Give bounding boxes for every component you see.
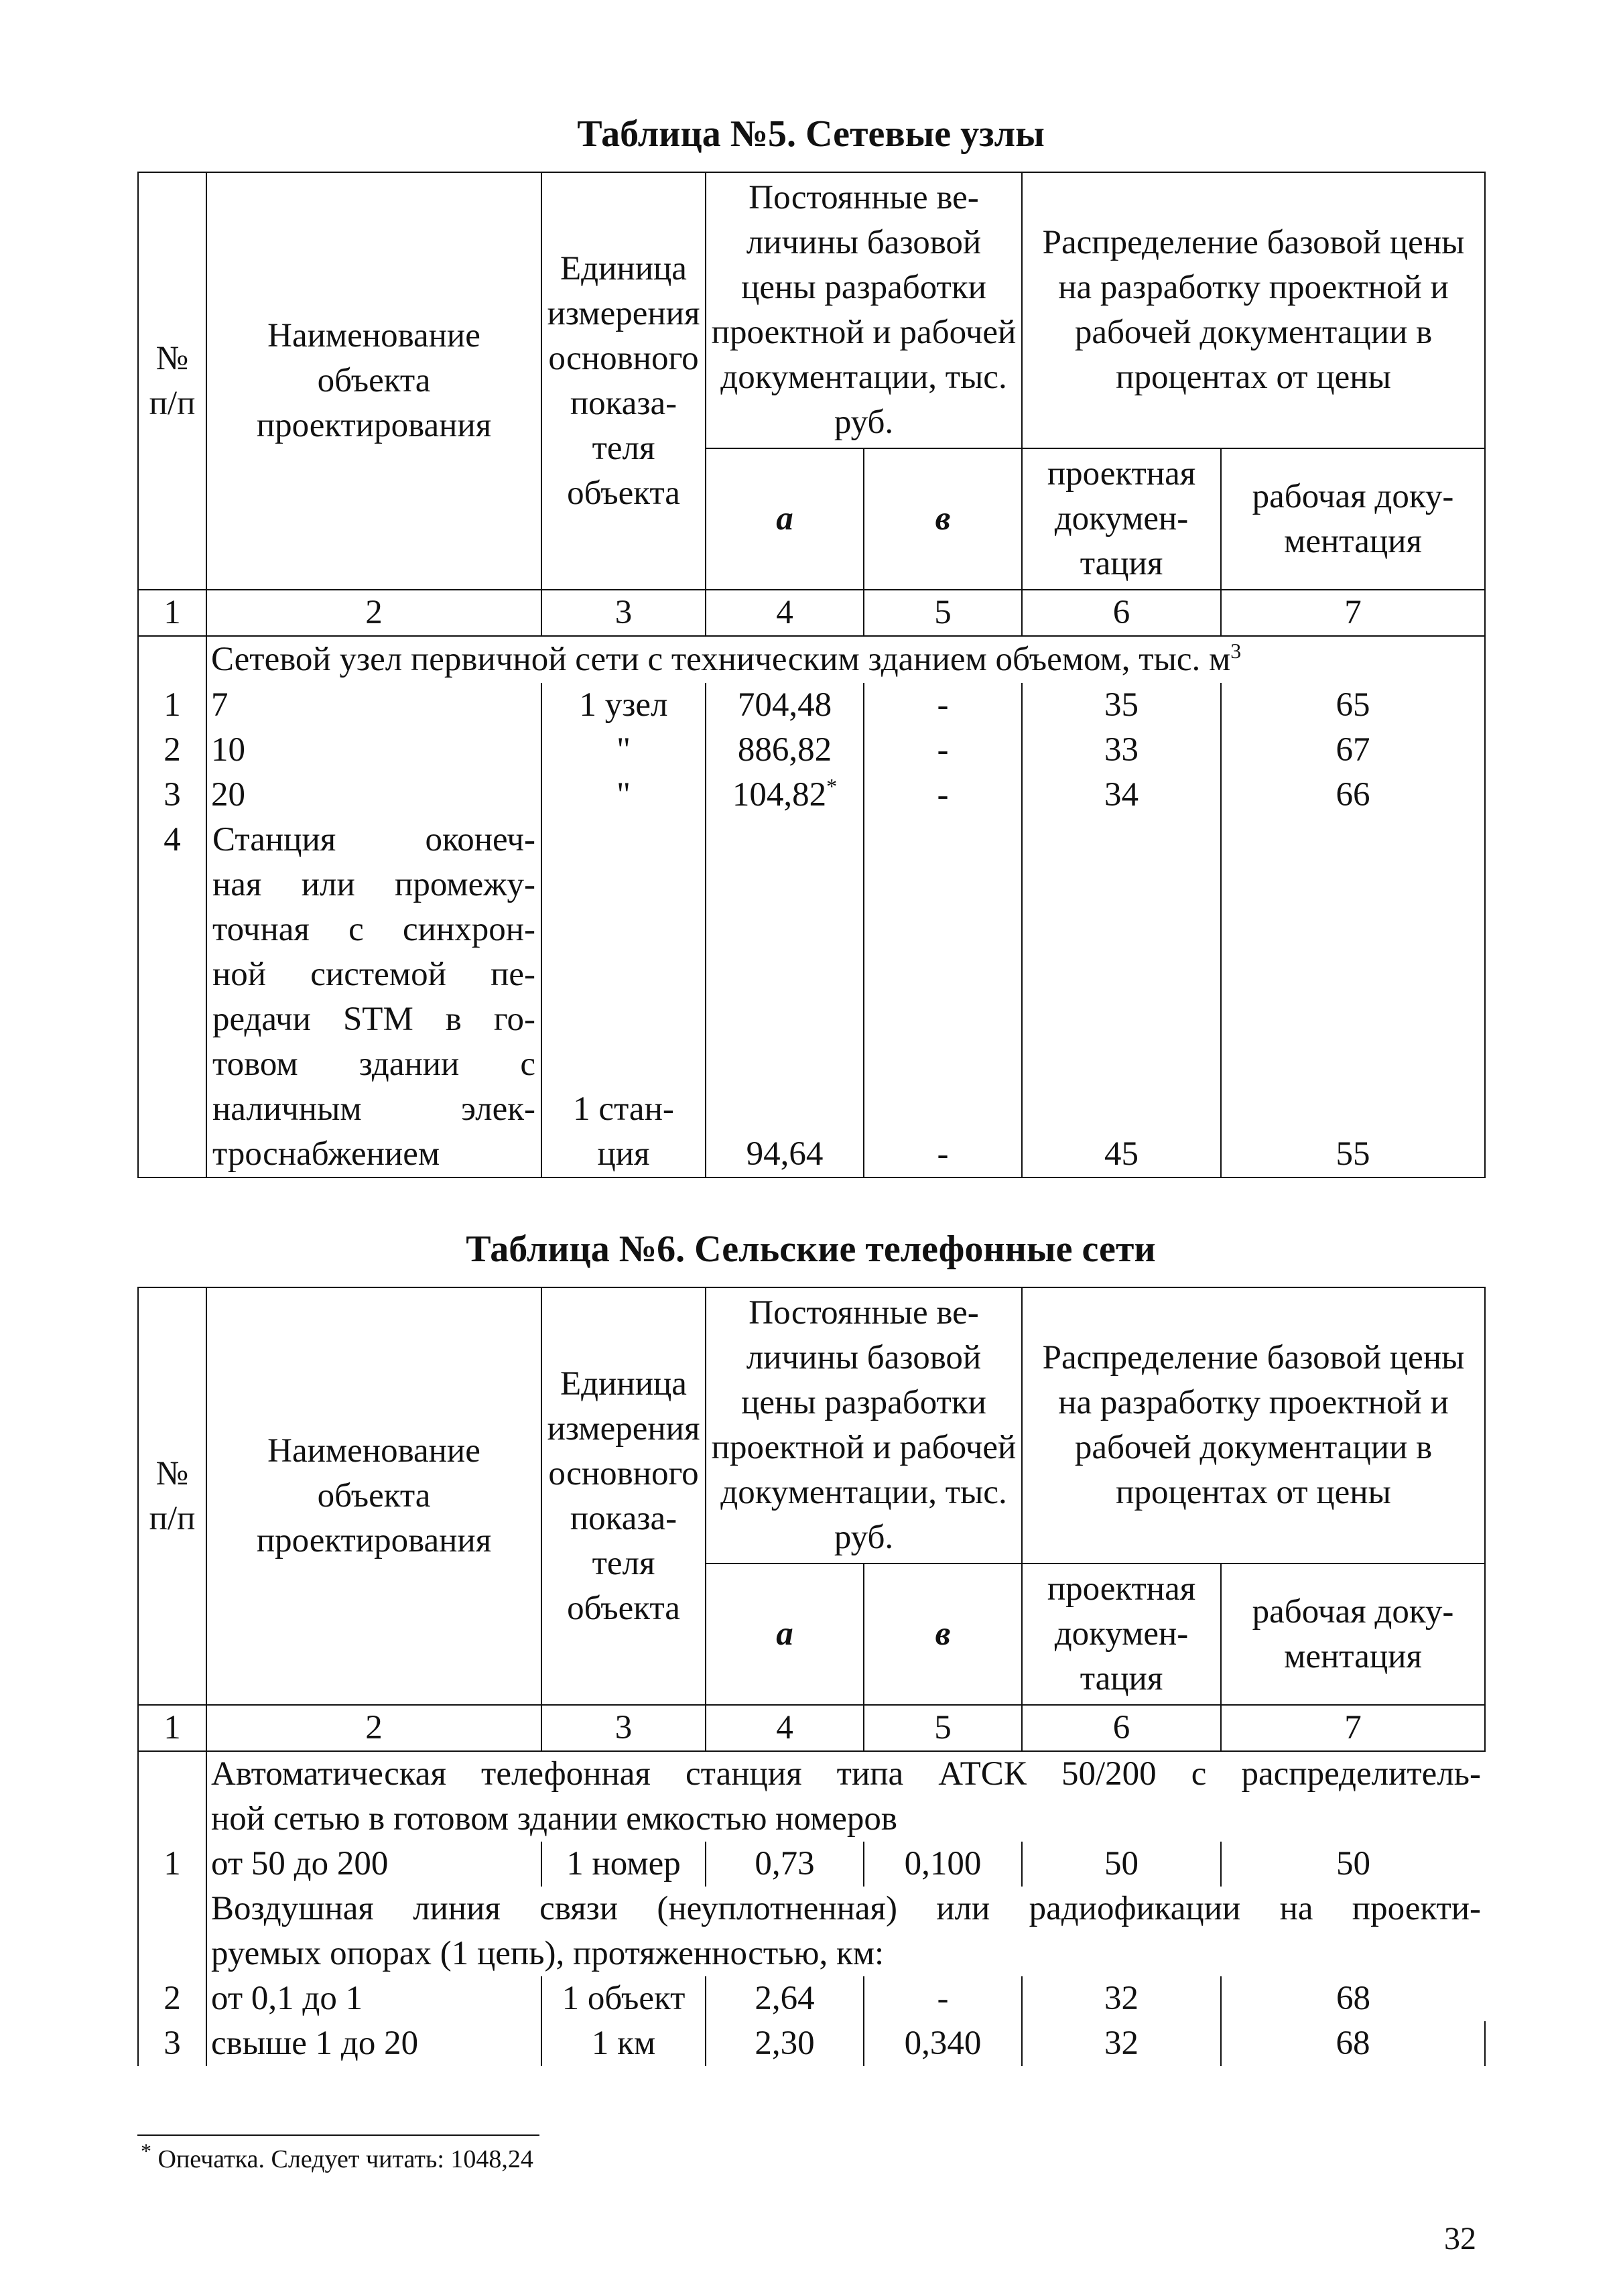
column-number: 7 bbox=[1221, 1705, 1485, 1751]
column-number: 1 bbox=[138, 1705, 206, 1751]
table5-title: Таблица №5. Сетевые узлы bbox=[577, 113, 1045, 155]
header-number: № п/п bbox=[138, 1287, 206, 1705]
header-b: в bbox=[864, 448, 1022, 590]
column-number: 1 bbox=[138, 590, 206, 636]
column-number: 5 bbox=[864, 590, 1022, 636]
header-base-price: Постоянные величины базовой цены разработки проектной и рабочей документации, тыс. руб. bbox=[706, 1287, 1022, 1564]
section-heading: Автоматическая телефонная станция типа АТСК 50/200 с распределитель- ной сетью в готовом здании емкостью номеров bbox=[206, 1751, 1485, 1842]
header-work-doc: рабочая документация bbox=[1221, 448, 1485, 590]
station-description: Станция оконеч- ная или промежу- точная с синхрон- ной системой пе- редачи STM в го- товом здании с наличным элек- троснабжением bbox=[206, 818, 541, 1177]
footnote-mark: * bbox=[826, 774, 838, 798]
column-numbers-row bbox=[138, 590, 1485, 636]
table-row: 1 от 50 до 200 1 номер 0,73 0,100 50 50 bbox=[138, 1842, 1485, 1887]
table-row: 1 7 1 узел 704,48 - 35 65 bbox=[138, 683, 1485, 728]
header-a: а bbox=[706, 1564, 864, 1705]
header-object-name: Наименование объекта проектирования bbox=[206, 172, 541, 590]
table-row: 4 Станция оконеч- ная или промежу- точная с синхрон- ной системой пе- редачи STM в го- товом здании с наличным элек- троснабжением 1 стан- ция 94,64 - 45 55 bbox=[138, 818, 1485, 1177]
column-number: 6 bbox=[1022, 1705, 1221, 1751]
column-number: 3 bbox=[541, 1705, 706, 1751]
column-number: 4 bbox=[706, 1705, 864, 1751]
header-distribution: Распределение базовой цены на разработку проектной и рабочей документации в процентах от цены bbox=[1022, 1287, 1485, 1564]
column-number: 3 bbox=[541, 590, 706, 636]
header-project-doc: проектная документация bbox=[1022, 448, 1221, 590]
footnote-text: Опечатка. Следует читать: 1048,24 bbox=[157, 2145, 533, 2173]
header-base-price: Постоянные величины базовой цены разработки проектной и рабочей документации, тыс. руб. bbox=[706, 172, 1022, 448]
column-numbers-row bbox=[138, 1705, 1485, 1751]
header-a: а bbox=[706, 448, 864, 590]
column-number: 4 bbox=[706, 590, 864, 636]
header-distribution: Распределение базовой цены на разработку проектной и рабочей документации в процентах от цены bbox=[1022, 172, 1485, 448]
table-row: 3 свыше 1 до 20 1 км 2,30 0,340 32 68 bbox=[138, 2021, 1485, 2066]
header-b: в bbox=[864, 1564, 1022, 1705]
header-unit: Единица измерения основного показателя объекта bbox=[541, 172, 706, 590]
footnote bbox=[141, 2139, 533, 2174]
section-heading: Сетевой узел первичной сети с техническим зданием объемом, тыс. $м^3$ bbox=[206, 636, 1485, 683]
page-number: 32 bbox=[1444, 2221, 1476, 2256]
column-number: 2 bbox=[206, 1705, 541, 1751]
table6-title: Таблица №6. Сельские телефонные сети bbox=[466, 1228, 1156, 1270]
header-unit: Единица измерения основного показателя объекта bbox=[541, 1287, 706, 1705]
column-number: 6 bbox=[1022, 590, 1221, 636]
footnote-divider bbox=[137, 2134, 539, 2136]
table5 bbox=[137, 172, 1486, 1178]
table-row: 3 20 " 104,82* - 34 66 bbox=[138, 773, 1485, 818]
table6 bbox=[137, 1287, 1486, 2066]
header-object-name: Наименование объекта проектирования bbox=[206, 1287, 541, 1705]
header-number: № п/п bbox=[138, 172, 206, 590]
footnote-mark: * bbox=[141, 2139, 151, 2163]
header-project-doc: проектная документация bbox=[1022, 1564, 1221, 1705]
column-number: 2 bbox=[206, 590, 541, 636]
table-row: 2 от 0,1 до 1 1 объект 2,64 - 32 68 bbox=[138, 1976, 1485, 2021]
header-work-doc: рабочая документация bbox=[1221, 1564, 1485, 1705]
table-row: 2 10 " 886,82 - 33 67 bbox=[138, 728, 1485, 773]
column-number: 7 bbox=[1221, 590, 1485, 636]
section-heading: Воздушная линия связи (неуплотненная) или радиофикации на проекти- руемых опорах (1 цепь), протяженностью, км: bbox=[206, 1887, 1485, 1976]
column-number: 5 bbox=[864, 1705, 1022, 1751]
